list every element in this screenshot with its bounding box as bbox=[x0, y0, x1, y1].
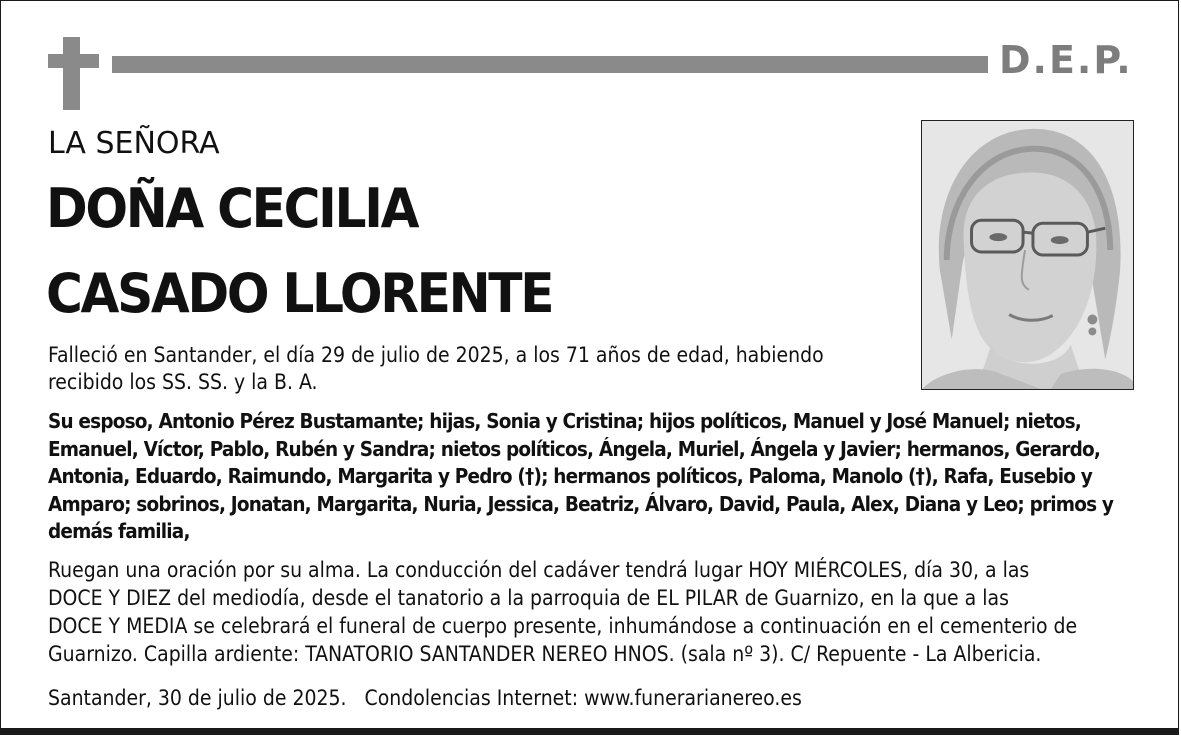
family-line: Amparo; sobrinos, Jonatan, Margarita, Nuria, Jessica, Beatriz, Álvaro, David, Paula, Alex, Diana y Leo; primos y bbox=[48, 491, 1114, 516]
condolences-link-text: Condolencias Internet: www.funerarianereo.es bbox=[364, 686, 802, 710]
deceased-title: LA SEÑORA bbox=[48, 126, 220, 161]
deceased-name-line1: DOÑA CECILIA bbox=[46, 177, 418, 240]
ceremony-line: DOCE Y DIEZ del mediodía, desde el tanatorio a la parroquia de EL PILAR de Guarnizo, en la que a las bbox=[48, 586, 1009, 610]
family-line: Antonia, Eduardo, Raimundo, Margarita y Pedro (†); hermanos políticos, Paloma, Manolo (†), Rafa, Eusebio y bbox=[48, 464, 1092, 488]
ceremony-line: Ruegan una oración por su alma. La conducción del cadáver tendrá lugar HOY MIÉRCOLES, día 30, a las bbox=[48, 558, 1030, 582]
place-date: Santander, 30 de julio de 2025. bbox=[48, 686, 347, 710]
death-notice-line: recibido los SS. SS. y la B. A. bbox=[48, 370, 318, 394]
dep-label: D.E.P. bbox=[999, 38, 1133, 82]
family-list bbox=[48, 408, 1138, 546]
footer bbox=[48, 684, 802, 712]
ceremony-line: DOCE Y MEDIA se celebrará el funeral de cuerpo presente, inhumándose a continuación en el cementerio de bbox=[48, 614, 1078, 638]
deceased-name-line2: CASADO LLORENTE bbox=[46, 262, 553, 325]
family-line: demás familia, bbox=[48, 519, 190, 543]
ceremony-details bbox=[48, 556, 1138, 668]
death-notice-line: Falleció en Santander, el día 29 de julio de 2025, a los 71 años de edad, habiendo bbox=[48, 343, 824, 367]
portrait-image bbox=[922, 121, 1133, 389]
cross-icon bbox=[48, 37, 99, 110]
bottom-border bbox=[1, 728, 1178, 734]
portrait-photo bbox=[921, 120, 1134, 390]
header-rule bbox=[112, 56, 988, 73]
death-notice bbox=[48, 342, 868, 396]
ceremony-line: Guarnizo. Capilla ardiente: TANATORIO SANTANDER NEREO HNOS. (sala nº 3). C/ Repuente - La Albericia. bbox=[48, 642, 1042, 666]
family-line: Su esposo, Antonio Pérez Bustamante; hijas, Sonia y Cristina; hijos políticos, Manuel y José Manuel; nietos, bbox=[48, 409, 1081, 433]
family-line: Emanuel, Víctor, Pablo, Rubén y Sandra; nietos políticos, Ángela, Muriel, Ángela y Javier; hermanos, Gerardo, bbox=[48, 436, 1101, 461]
